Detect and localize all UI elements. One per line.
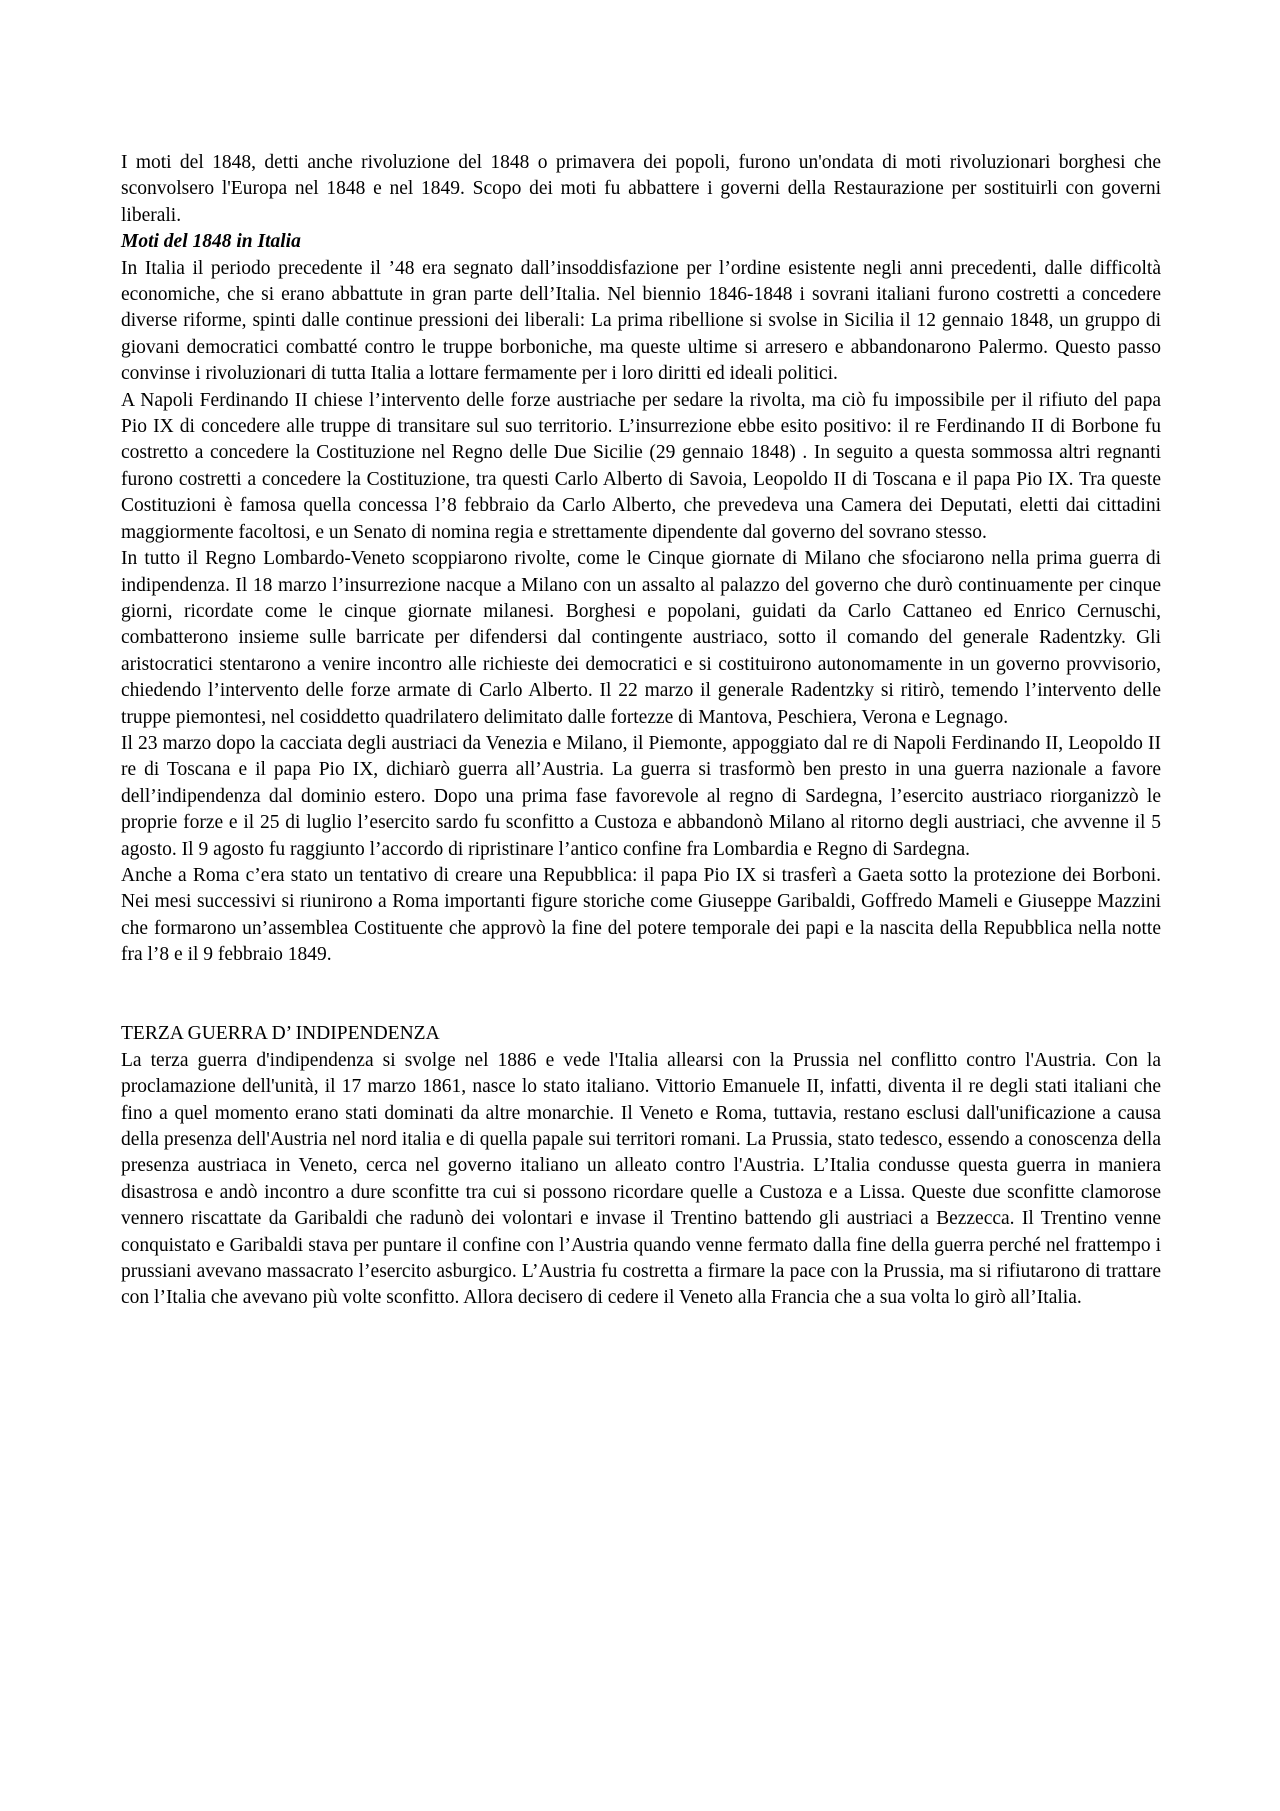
section-spacer [121,969,1161,1022]
document-page [121,150,1161,1312]
paragraph-napoli: A Napoli Ferdinando II chiese l’intervento delle forze austriache per sedare la rivolta, ma ciò fu impossibile per il rifiuto del papa Pio IX di concedere alle truppe di transitare sul suo territorio. L’insurrezione ebbe esito positivo: il re Ferdinando II di Borbone fu costretto a concedere la Costituzione nel Regno delle Due Sicilie (29 gennaio 1848) . In seguito a questa sommossa altri regnanti furono costretti a concedere la Costituzione, tra questi Carlo Alberto di Savoia, Leopoldo II di Toscana e il papa Pio IX. Tra queste Costituzioni è famosa quella concessa l’8 febbraio da Carlo Alberto, che prevedeva una Camera dei Deputati, eletti dai cittadini maggiormente facoltosi, e un Senato di nomina regia e strettamente dipendente dal governo del sovrano stesso. [121,389,1161,543]
intro-paragraph: I moti del 1848, detti anche rivoluzione del 1848 o primavera dei popoli, furono un'ondata di moti rivoluzionari borghesi che sconvolsero l'Europa nel 1848 e nel 1849. Scopo dei moti fu abbattere i governi della Restaurazione per sostituirli con governi liberali. [121,152,1161,226]
paragraph-italia: In Italia il periodo precedente il ’48 era segnato dall’insoddisfazione per l’ordine esistente negli anni precedenti, dalle difficoltà economiche, che si erano abbattute in gran parte dell’Italia. Nel biennio 1846-1848 i sovrani italiani furono costretti a concedere diverse riforme, spinti dalle continue pressioni dei liberali: La prima ribellione si svolse in Sicilia il 12 gennaio 1848, un gruppo di giovani democratici combatté contro le truppe borboniche, ma queste ultime si arresero e abbandonarono Palermo. Questo passo convinse i rivoluzionari di tutta Italia a lottare fermamente per i loro diritti ed ideali politici. [121,257,1161,385]
paragraph-terza-guerra: La terza guerra d'indipendenza si svolge nel 1886 e vede l'Italia allearsi con la Prussia nel conflitto contro l'Austria. Con la proclamazione dell'unità, il 17 marzo 1861, nasce lo stato italiano. Vittorio Emanuele II, infatti, diventa il re degli stati italiani che fino a quel momento erano stati dominati da altre monarchie. Il Veneto e Roma, tuttavia, restano esclusi dall'unificazione a causa della presenza dell'Austria nel nord italia e di quella papale sui territori romani. La Prussia, stato tedesco, essendo a conoscenza della presenza austriaca in Veneto, cerca nel governo italiano un alleato contro l'Austria. L’Italia condusse questa guerra in maniera disastrosa e andò incontro a dure sconfitte tra cui si possono ricordare quelle a Custoza e a Lissa. Queste due sconfitte clamorose vennero riscattate da Garibaldi che radunò dei volontari e invase il Trentino battendo gli austriaci a Bezzecca. Il Trentino venne conquistato e Garibaldi stava per puntare il confine con l’Austria quando venne fermato dalla fine della guerra perché nel frattempo i prussiani avevano massacrato l’esercito asburgico. L’Austria fu costretta a firmare la pace con la Prussia, ma si rifiutarono di trattare con l’Italia che avevano più volte sconfitto. Allora decisero di cedere il Veneto alla Francia che a sua volta lo girò all’Italia. [121,1049,1161,1309]
paragraph-lombardo-veneto: In tutto il Regno Lombardo-Veneto scoppiarono rivolte, come le Cinque giornate di Milano che sfociarono nella prima guerra di indipendenza. Il 18 marzo l’insurrezione nacque a Milano con un assalto al palazzo del governo che durò continuamente per cinque giorni, ricordate come le cinque giornate milanesi. Borghesi e popolani, guidati da Carlo Cattaneo ed Enrico Cernuschi, combatterono insieme sulle barricate per difendersi dal contingente austriaco, sotto il comando del generale Radentzky. Gli aristocratici stentarono a venire incontro alle richieste dei democratici e si costituirono autonomamente in un governo provvisorio, chiedendo l’intervento delle forze armate di Carlo Alberto. Il 22 marzo il generale Radentzky si ritirò, temendo l’intervento delle truppe piemontesi, nel cosiddetto quadrilatero delimitato dalle fortezze di Mantova, Peschiera, Verona e Legnago. [121,548,1161,728]
subheading-moti-italia: Moti del 1848 in Italia [121,231,301,253]
paragraph-roma: Anche a Roma c’era stato un tentativo di creare una Repubblica: il papa Pio IX si trasferì a Gaeta sotto la protezione dei Borboni. Nei mesi successivi si riunirono a Roma importanti figure storiche come Giuseppe Garibaldi, Goffredo Mameli e Giuseppe Mazzini che formarono un’assemblea Costituente che approvò la fine del potere temporale dei papi e la nascita della Repubblica nella notte fra l’8 e il 9 febbraio 1849. [121,864,1161,966]
section-heading-terza-guerra: TERZA GUERRA D’ INDIPENDENZA [121,1023,440,1045]
paragraph-23-marzo: Il 23 marzo dopo la cacciata degli austriaci da Venezia e Milano, il Piemonte, appoggiato dal re di Napoli Ferdinando II, Leopoldo II re di Toscana e il papa Pio IX, dichiarò guerra all’Austria. La guerra si trasformò ben presto in una guerra nazionale a favore dell’indipendenza dal dominio estero. Dopo una prima fase favorevole al regno di Sardegna, l’esercito austriaco riorganizzò le proprie forze e il 25 di luglio l’esercito sardo fu sconfitto a Custoza e abbandonò Milano al ritorno degli austriaci, che avvenne il 5 agosto. Il 9 agosto fu raggiunto l’accordo di ripristinare l’antico confine fra Lombardia e Regno di Sardegna. [121,732,1161,860]
